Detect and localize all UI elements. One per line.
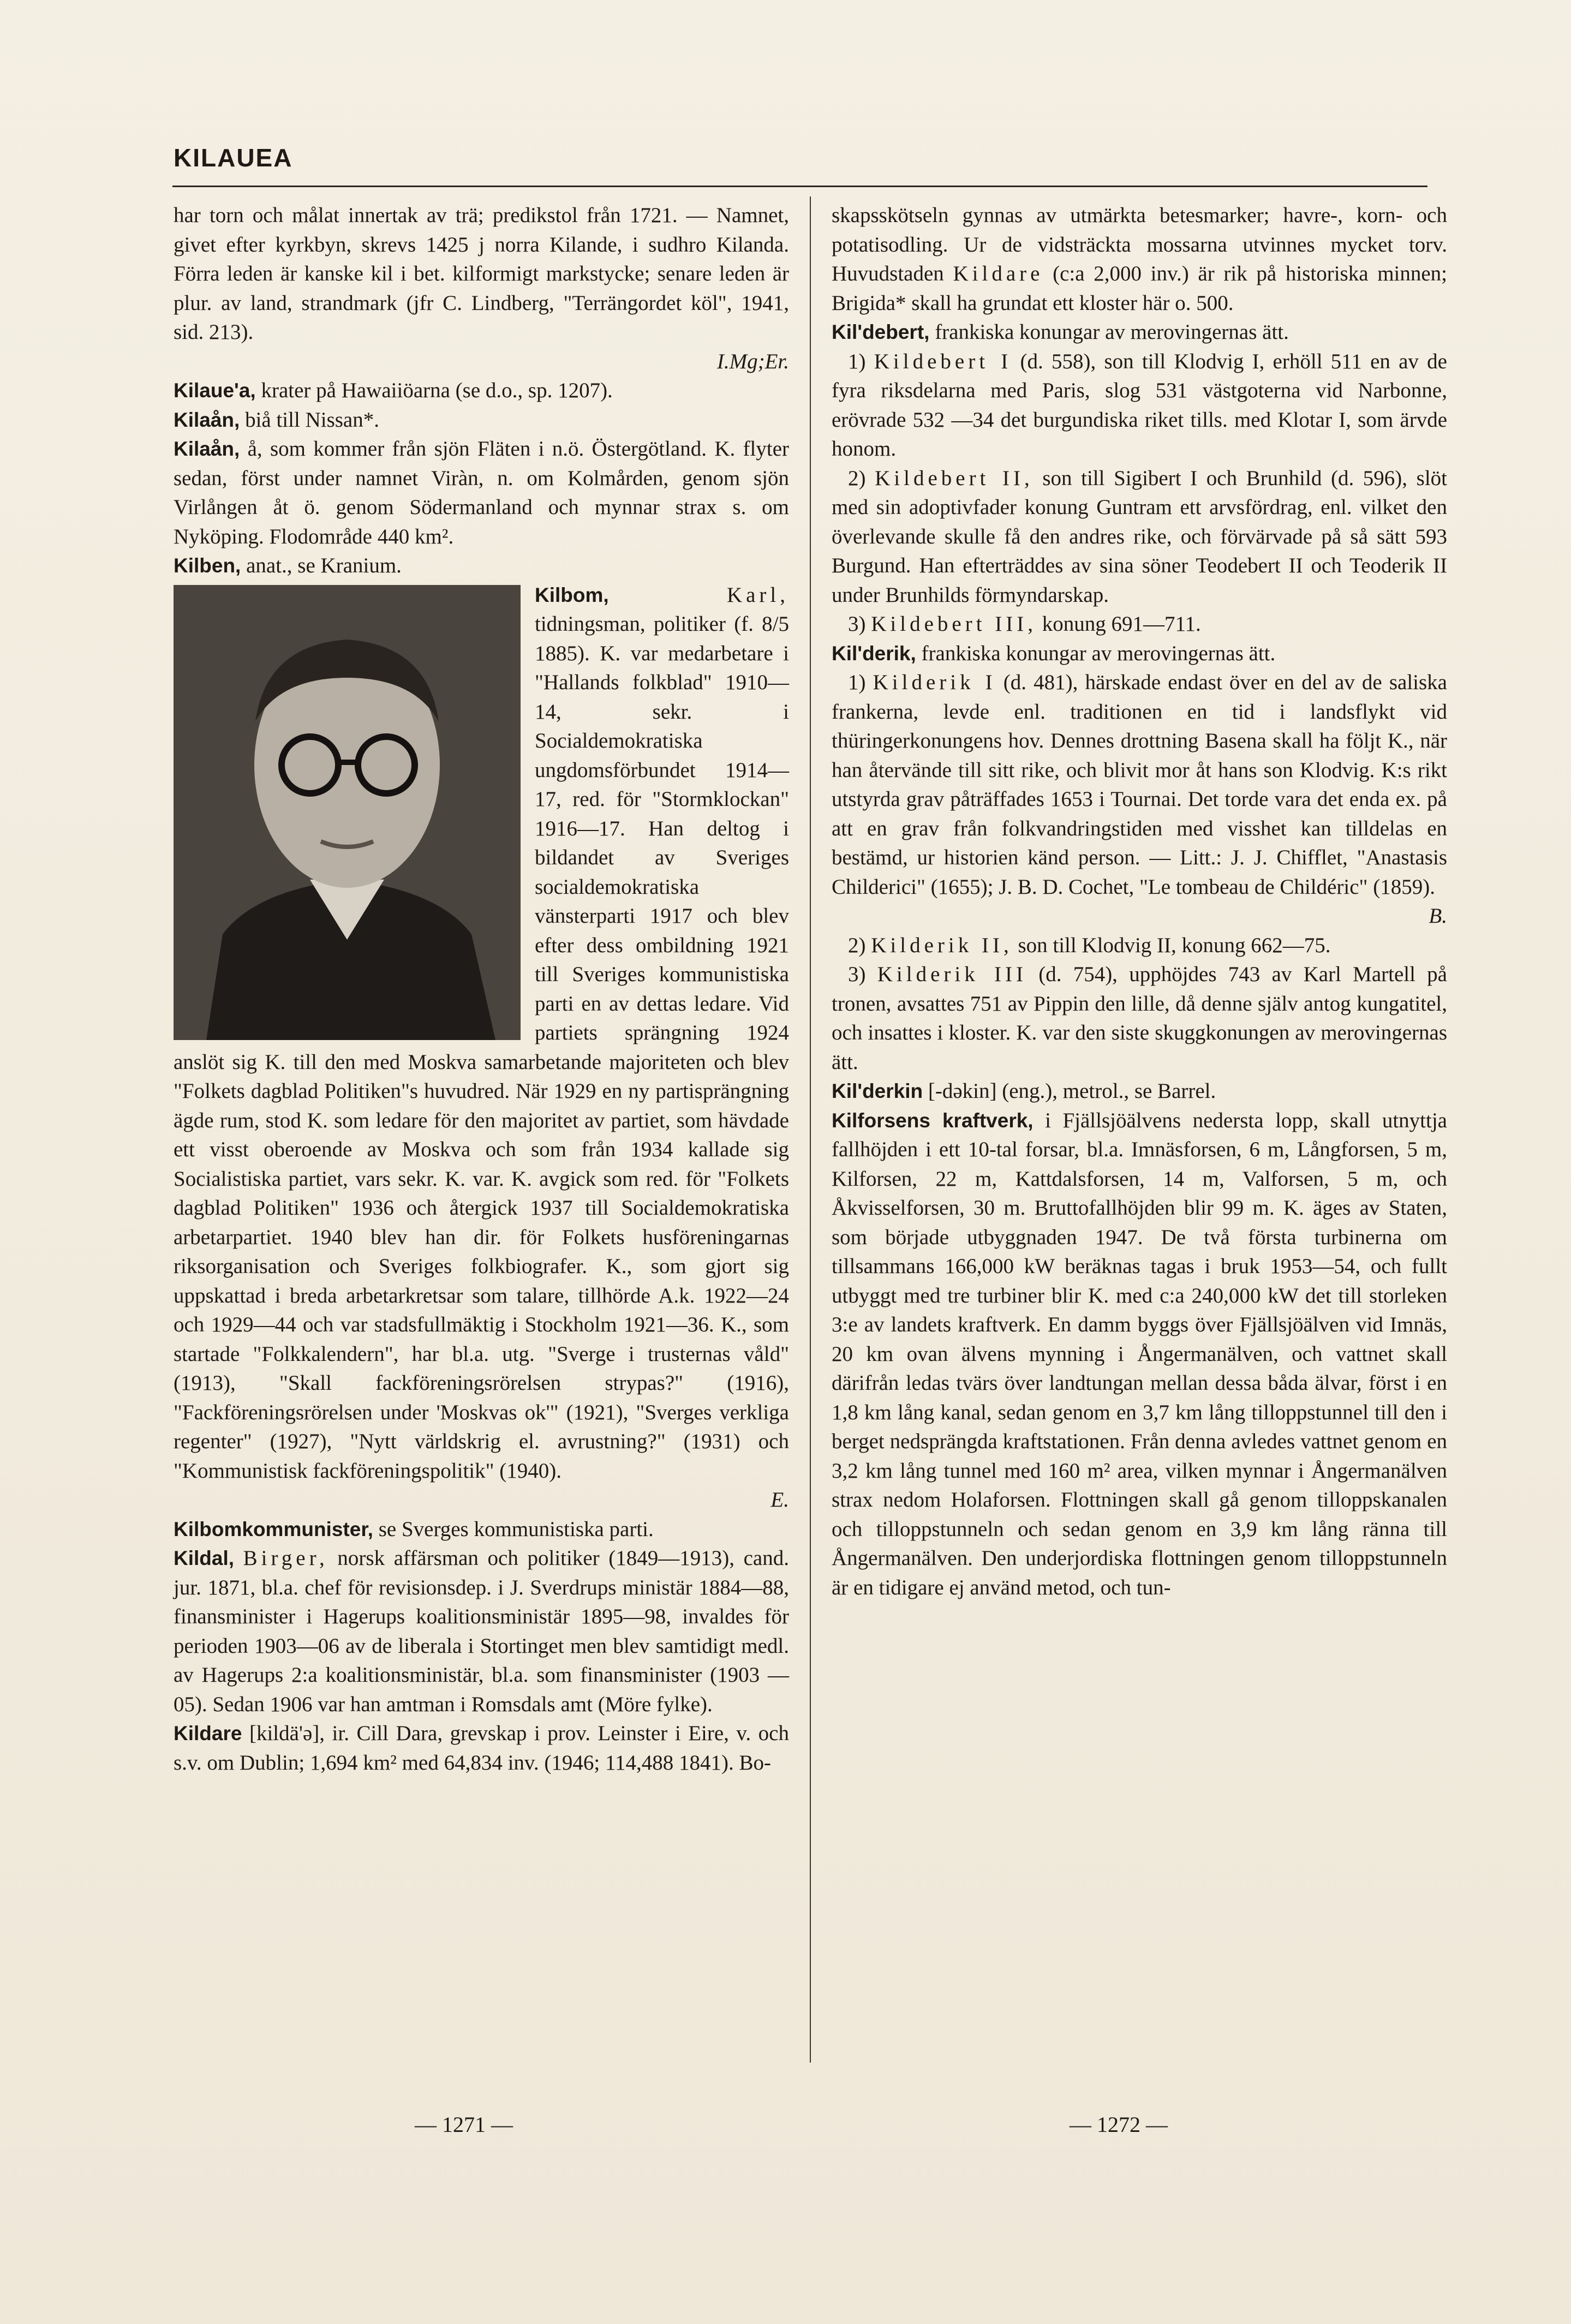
entry-kilderik-3 [832,960,1447,1077]
entry-text: (d. 558), son till Klodvig I, erhöll 511 en av de fyra riksdelarna med Paris, slog 531 västgoterna vid Narbonne, erövrade 532 —34 det burgundiska riket tills. med Klotar I, som ärvde honom. [832,349,1447,461]
entry-kilderik [832,639,1447,668]
author-signature: I.Mg;Er. [716,349,789,373]
entry-kildare-cont [832,201,1447,318]
entry-kilaan-1 [174,405,789,435]
list-number: 3) [848,612,866,636]
entry-kildebert-1 [832,347,1447,464]
person-name: Kildebert III, [871,612,1037,636]
entry-text: norsk affärsman och politiker (1849—1913), cand. jur. 1871, bl.a. chef för revisionsdep. i J. Sverdrups ministär 1884—88, finansminister i Hagerups koalitionsministär 1895—98, invaldes för perioden 1903—06 av de liberala i Stortinget men blev samtidigt medl. av Hagerups 2:a koalitionsministär, bl.a. som finansminister (1903 —05). Sedan 1906 var han amtman i Romsdals amt (Möre fylke). [174,1546,789,1716]
list-number: 1) [848,671,866,694]
entry-text: (d. 754), upphöjdes 743 av Karl Martell på tronen, avsattes 751 av Pippin den lille, då denne själv antog kungatitel, och insattes i kloster. K. var den siste skuggkonungen av merovingernas ätt. [832,963,1447,1074]
headword: Kilaån, [174,408,240,431]
headword: Kil'derik, [832,642,916,665]
portrait-photo [174,585,521,1040]
entry-text: [kildä'ə], ir. Cill Dara, grevskap i prov. Leinster i Eire, v. och s.v. om Dublin; 1,694 km² med 64,834 inv. (1946; 114,488 1841). Bo- [174,1722,789,1775]
entry-kildare [174,1719,789,1777]
page-number-right: — 1272 — [1070,2112,1168,2137]
headword: Kilaån, [174,438,240,460]
entry-text: konung 691—711. [1037,612,1201,636]
entry-kilbomkommunister [174,1515,789,1544]
entry-text: frankiska konungar av merovingernas ätt. [929,320,1289,344]
headword: Kilben, [174,554,241,577]
entry-text: (d. 481), härskade endast över en del av de saliska frankerna, levde enl. traditionen en tid i landsflykt vid thüringerkonungens hov. Dennes drottning Basena skall ha följt K., när han återvände till sitt rike, och blivit mor åt hans son Klodvig. K:s rikt utstyrda grav påträffades 1653 i Tournai. Det torde vara det enda ex. på att en grav från folkvandringstiden med visshet kan tilldelas en bestämd, ur historien känd person. — Litt.: J. J. Chifflet, "Anastasis Childerici" (1655); J. B. D. Cochet, "Le tombeau de Childéric" (1859). [832,671,1447,899]
right-column [832,201,1447,1602]
entry-text: son till Klodvig II, konung 662—75. [1012,933,1331,957]
person-name: Birger, [243,1546,328,1570]
entry-text: se Sverges kommunistiska parti. [373,1517,654,1541]
entry-text: å, som kommer från sjön Fläten i n.ö. Östergötland. K. flyter sedan, först under namnet Viràn, n. om Kolmården, genom sjön Virlången åt ö. genom Södermanland och mynnar strax s. om Nyköping. Flodområde 440 km². [174,437,789,548]
list-number: 3) [848,963,866,986]
entry-kilben [174,551,789,581]
entry-kildal [174,1544,789,1719]
list-number: 2) [848,933,866,957]
entry-text: son till Sigibert I och Brunhild (d. 596), slöt med sin adoptivfader konung Guntram ett arvsfördrag, enl. vilket den överlevande skulle få den andres rike, och förvärvade på så sätt 593 Burgund. Han efterträddes av sina söner Teodebert II och Teoderik II under Brunhilds förmyndarskap. [832,466,1447,607]
entry-text: skapsskötseln gynnas av utmärkta betesmarker; havre-, korn- och potatisodling. Ur de vidsträckta mossarna utvinnes mycket torv. Huvudstaden [832,204,1447,285]
entry-kilaan-2 [174,434,789,551]
entry-text: tidningsman, politiker (f. 8/5 1885). K. var medarbetare i "Hallands folkblad" 1910—14, sekr. i Socialdemokratiska ungdomsförbundet 1914—17, red. för "Stormklockan" 1916—17. Han deltog i bildandet av Sveriges socialdemokratiska vänsterparti 1917 och blev efter dess ombildning 1921 till Sveriges kommunistiska parti en av dettas ledare. Vid partiets sprängning 1924 anslöt sig K. till den med Moskva samarbetande majoriteten och blev "Folkets dagblad Politiken"s huvudred. När 1929 en ny partisprängning ägde rum, stod K. som ledare för den majoritet av partiet, som hävdade ett visst oberoende av Moskva och som från 1934 kallade sig Socialistiska partiet, vars sekr. K. var. K. avgick som red. för "Folkets dagblad Politiken" 1936 och återgick 1937 till Socialdemokratiska arbetarpartiet. 1940 blev han dir. för Folkets husföreningarnas riksorganisation och Sveriges folkbiografer. K., som gjort sig uppskattad i breda arbetarkretsar som talare, tillhörde A.k. 1922—24 och 1929—44 och var stadsfullmäktig i Stockholm 1921—36. K., som startade "Folkkalendern", har bl.a. utg. "Sverge i trusternas våld" (1913), "Skall fackföreningsrörelsen strypas?" (1916), "Fackföreningsrörelsen under 'Moskvas ok'" (1921), "Sverges verkliga regenter" (1927), "Nytt världskrig el. avrustning?" (1931) och "Kommunistisk fackföreningspolitik" (1940). [174,612,789,1483]
header-rule [172,186,1427,187]
entry-text: i Fjällsjöälvens nedersta lopp, skall utnyttja fallhöjden i ett 10-tal forsar, bl.a. Imnäsforsen, 6 m, Långforsen, 5 m, Kilforsen, 22 m, Kattdalsforsen, 14 m, Valforsen, 5 m, och Åkvisselforsen, 30 m. Bruttofallhöjden blir 99 m. K. äges av Staten, som började utbyggnaden 1947. De två första turbinerna om tillsammans 166,000 kW beräknas tagas i bruk 1953—54, och fullt utbyggt med tre turbiner blir K. med c:a 240,000 kW det till storleken 3:e av landets kraftverk. En damm byggs över Fjällsjöälven vid Imnäs, 20 km ovan älvens mynning i Ångermanälven, och vattnet skall därifrån ledas tvärs över landtungan mellan dessa båda älvar, först i en 1,8 km lång kanal, sedan genom en 3,7 km lång tilloppstunnel till den i berget nedsprängda kraftstationen. Från denna avledes vattnet genom en 3,2 km lång tunnel med 160 m² area, vilken mynnar i Ångermanälven strax nedom Holaforsen. Flottningen skall gå genom tilloppskanalen och tilloppstunneln och sedan genom en 3,9 km lång ränna till Ångermanälven. Den underjordiska flottningen genom tilloppstunneln är en tidigare ej använd metod, och tun- [832,1108,1447,1599]
place-name: Kildare [953,262,1044,285]
running-head: KILAUEA [174,144,293,172]
headword: Kilaue'a, [174,379,256,402]
author-signature: B. [1429,904,1447,928]
entry-kildebert [832,318,1447,347]
column-divider [810,196,811,2063]
entry-kilderik-1 [832,668,1447,931]
entry-kilderik-2 [832,931,1447,960]
entry-text: frankiska konungar av merovingernas ätt. [916,641,1276,665]
headword: Kildare [174,1722,242,1745]
person-name: Kildebert I [874,349,1012,373]
entry-text: (c:a 2,000 inv.) är rik på historiska minnen; Brigida* skall ha grundat ett kloster här o. 500. [832,262,1448,315]
left-column [174,201,789,1777]
headword: Kilbom, [535,583,609,606]
person-name: Kilderik III [877,963,1027,986]
entry-continuation [174,201,789,376]
headword: Kil'debert, [832,321,930,343]
author-signature: E. [770,1488,789,1512]
entry-text: har torn och målat innertak av trä; predikstol från 1721. — Namnet, givet efter kyrkbyn, skrevs 1425 j norra Kilande, i sudhro Kilanda. Förra leden är kanske kil i bet. kilformigt markstycke; senare leden är plur. av land, strandmark (jfr C. Lindberg, "Terrängordet köl", 1941, sid. 213). [174,204,789,344]
person-name: Karl, [726,583,789,607]
entry-text: biå till Nissan*. [240,408,379,432]
headword: Kilforsens kraftverk, [832,1109,1034,1132]
entry-kildebert-3 [832,610,1447,639]
list-number: 1) [848,349,866,373]
entry-kilforsens-kraftverk [832,1106,1447,1603]
person-name: Kilderik II, [871,933,1013,957]
person-name: Kildebert II, [875,466,1034,490]
entry-kildebert-2 [832,464,1447,610]
headword: Kil'derkin [832,1080,923,1102]
person-name: Kilderik I [873,671,996,694]
portrait-image [174,585,521,1040]
headword: Kildal, [174,1547,235,1569]
page-number-left: — 1271 — [415,2112,513,2137]
list-number: 2) [848,466,866,490]
entry-kilauea [174,376,789,405]
headword: Kilbomkommunister, [174,1518,373,1540]
entry-kilbom [174,581,789,1515]
entry-text: krater på Hawaiiöarna (se d.o., sp. 1207). [255,379,613,402]
entry-kilderkin [832,1077,1447,1106]
entry-text: [-dəkin] (eng.), metrol., se Barrel. [923,1079,1216,1103]
entry-text: anat., se Kranium. [241,554,402,577]
